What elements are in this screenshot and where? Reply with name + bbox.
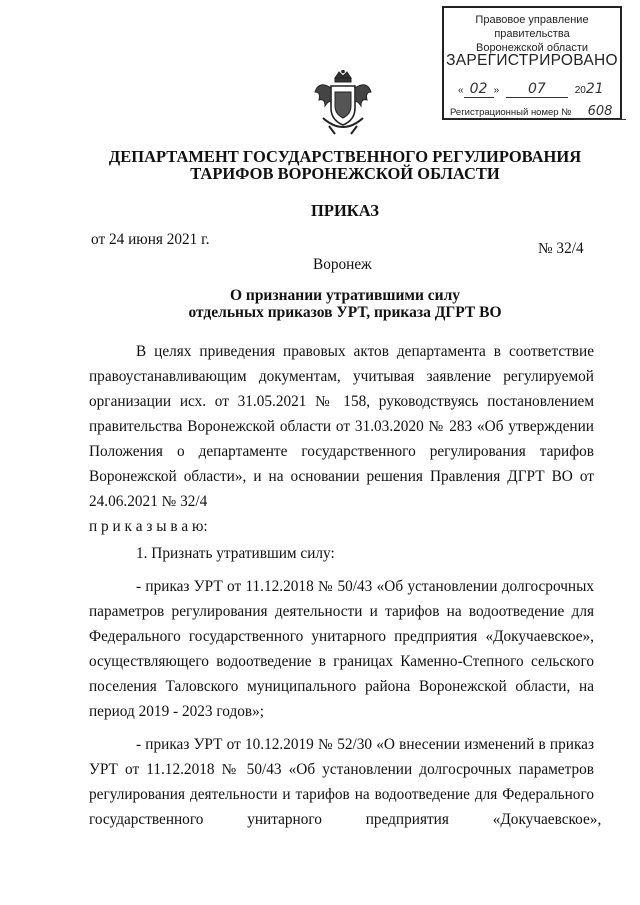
body-line: УРТ от 11.12.2018 № 50/43 «Об установлении долгосрочных параметров [89,761,594,778]
body-line: осуществляющего водоотведение в границах Каменно-Степного сельского [89,653,594,670]
body-line: период 2019 - 2023 годов»; [89,703,265,720]
stamp-authority-line2: Воронежской области [475,42,588,54]
body-line: правительства Воронежской области от 31.03.2020 № 283 «Об утверждении [89,418,594,435]
stamp-date: « 02 » 07 2021 [458,81,604,97]
stamp-day: 02 [464,81,494,98]
department-name-line1: ДЕПАРТАМЕНТ ГОСУДАРСТВЕННОГО РЕГУЛИРОВАНИЯ [108,147,582,166]
body-line: Федерального государственного унитарного предприятия «Докучаевское», [89,628,594,645]
body-line: Положения о департаменте государственного регулирования тарифов [89,443,594,460]
stamp-authority [444,13,620,55]
stamp-year-suffix: 21 [585,81,604,97]
order-directive: п р и к а з ы в а ю: [89,518,208,535]
body-line: Воронежской области», и на основании решения Правления ДГРТ ВО от [89,468,594,485]
order-date: от 24 июня 2021 г. [91,231,210,248]
department-name-line2: ТАРИФОВ ВОРОНЕЖСКОЙ ОБЛАСТИ [190,164,500,183]
body-line: параметров регулирования деятельности и тарифов на водоотведение для [89,603,594,620]
body-item-1: 1. Признать утратившим силу: [136,545,335,562]
body-line: поселения Таловского муниципального района Воронежской области, на [89,678,594,695]
body-line: правоустанавливающим документам, учитывая заявление регулируемой [89,368,594,385]
stamp-year-prefix: 20 [574,85,586,96]
order-title-line2: отдельных приказов УРТ, приказа ДГРТ ВО [188,304,502,321]
order-number: № 32/4 [538,240,584,257]
order-title-line1: О признании утратившими силу [229,287,461,304]
coat-of-arms-icon [313,70,373,138]
body-line: организации исх. от 31.05.2021 № 158, руководствуясь постановлением [89,393,594,410]
stamp-registered: ЗАРЕГИСТРИРОВАНО [446,52,618,69]
body-line: государственного унитарного предприятия «Докучаевское», [89,811,602,828]
body-line: - приказ УРТ от 10.12.2019 № 52/30 «О внесении изменений в приказ [136,736,594,753]
body-line: - приказ УРТ от 11.12.2018 № 50/43 «Об установлении долгосрочных [136,578,594,595]
body-line: В целях приведения правовых актов департамента в соответствие [136,343,594,360]
order-city: Воронеж [313,256,372,273]
body-line: 24.06.2021 № 32/4 [89,493,208,510]
document-type: ПРИКАЗ [311,201,379,220]
body-line: регулирования деятельности и тарифов на водоотведение для Федерального [89,786,594,803]
stamp-reg-value: 608 [574,104,626,120]
stamp-month: 07 [506,81,568,98]
registration-stamp [442,6,622,120]
stamp-authority-line1: Правовое управление правительства [475,14,589,40]
stamp-reg-label: Регистрационный номер № [450,107,572,118]
stamp-reg-number [450,104,626,120]
